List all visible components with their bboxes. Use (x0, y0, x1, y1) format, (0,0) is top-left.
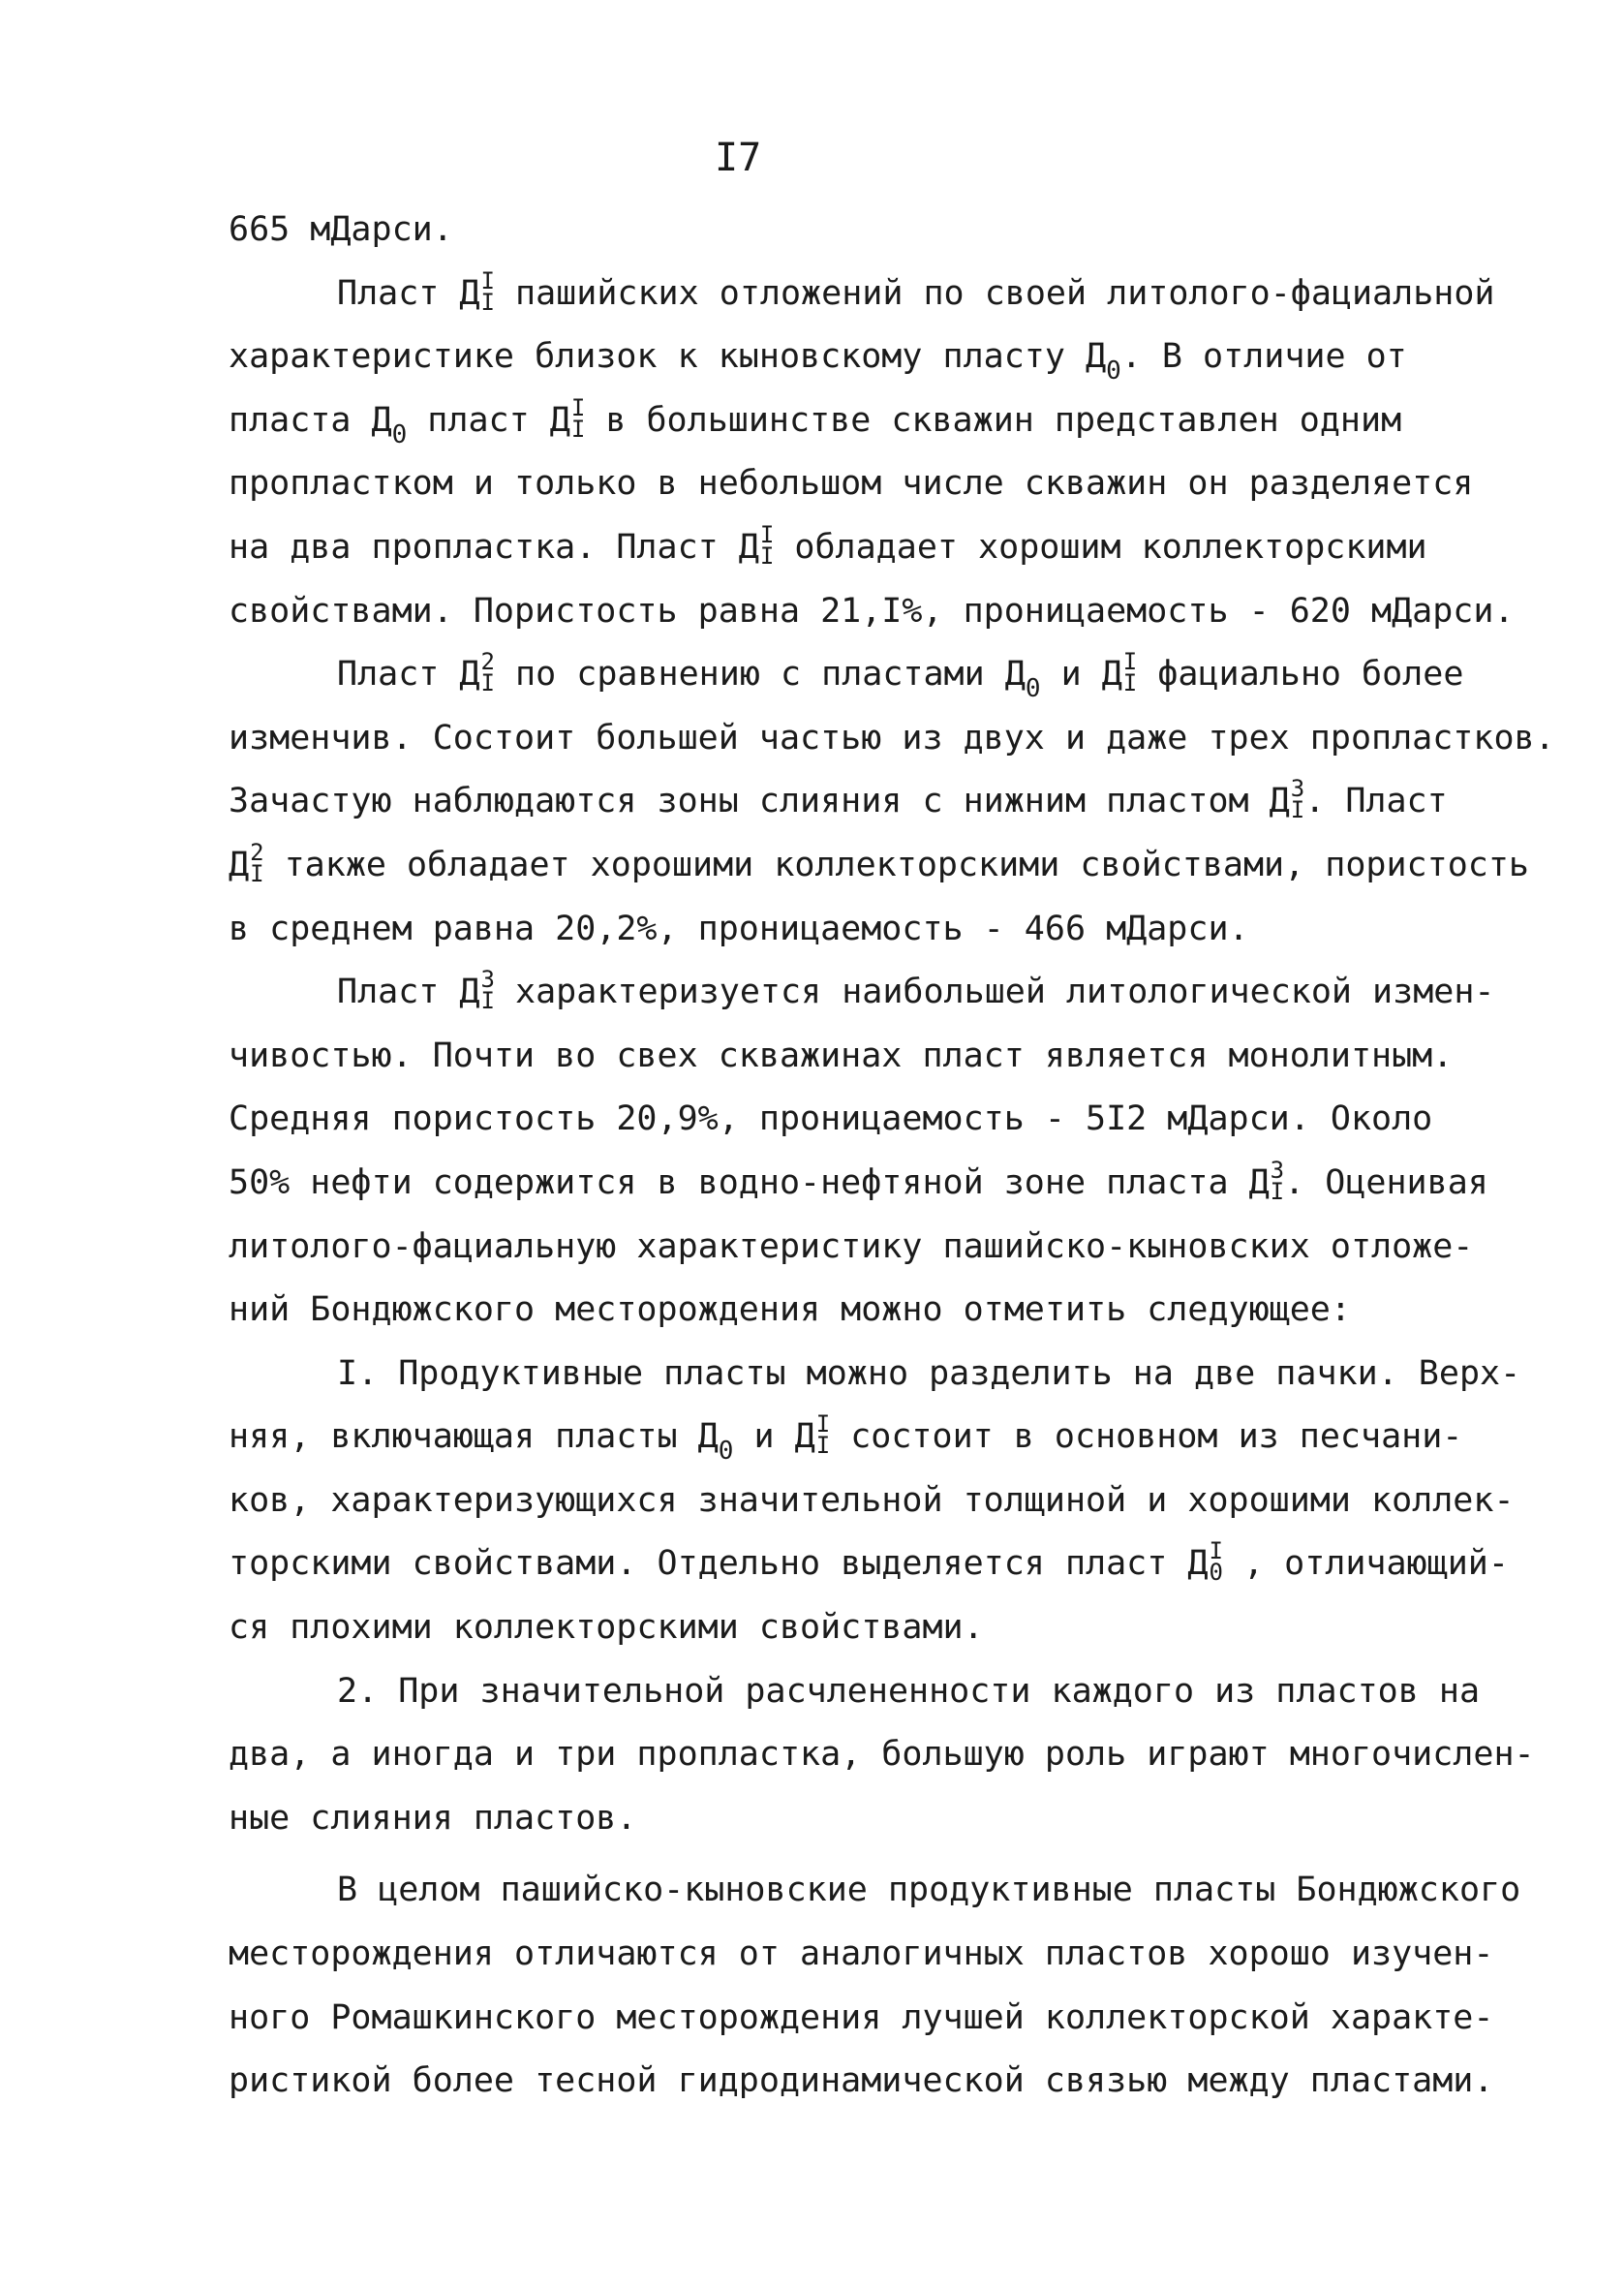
text-segment: ристикой более тесной гидродинамической связью между пластами. (229, 2061, 1494, 2101)
text-segment: няя, включающая пласты Д (229, 1417, 719, 1457)
page-number: I7 (715, 136, 762, 180)
text-line (229, 1923, 1494, 1987)
text-line (229, 1152, 1487, 1216)
layer-index-stack (480, 966, 495, 1015)
layer-index-stack (1270, 1156, 1285, 1205)
layer-index-stack (815, 1410, 831, 1460)
text-line (229, 1088, 1487, 1152)
superscript-index: 3 (1290, 775, 1305, 803)
superscript-index: I (1122, 648, 1138, 676)
text-line (229, 898, 1487, 962)
subscript-index: I (250, 859, 264, 887)
superscript-index: 2 (250, 838, 264, 866)
text-segment: 50% нефти содержится в водно-нефтяной зоне пласта Д (229, 1162, 1270, 1202)
body-text (229, 199, 1555, 2114)
text-segment: пласт Д (407, 400, 570, 440)
text-segment: Зачастую наблюдаются зоны слияния с нижним пластом Д (229, 782, 1290, 821)
text-line (229, 1532, 1509, 1596)
text-segment: на два пропластка. Пласт Д (229, 527, 759, 567)
text-segment: в среднем равна 20,2%, проницаемость - 466 мДарси. (229, 909, 1249, 948)
text-line (229, 580, 1515, 644)
layer-index-stack (480, 648, 495, 697)
layer-index-stack (1209, 1537, 1223, 1587)
subscript-index: I (480, 669, 495, 697)
text-segment: ний Бондюжского месторождения можно отметить следующее: (229, 1290, 1351, 1330)
subscript-index: 0 (1209, 1559, 1223, 1587)
text-line (229, 1723, 1535, 1787)
layer-index-stack (250, 838, 264, 887)
text-line (229, 263, 1495, 326)
layer-index-stack (570, 393, 586, 443)
text-segment: Пласт Д (337, 273, 480, 313)
text-segment: ся плохими коллекторскими свойствами. (229, 1608, 984, 1648)
text-line (229, 1216, 1487, 1280)
text-line (229, 1279, 1487, 1343)
text-segment: и Д (1040, 655, 1122, 695)
text-segment: пласта Д (229, 400, 392, 440)
text-line (229, 452, 1487, 516)
text-segment: . Оценивая (1284, 1162, 1488, 1202)
layer-index-stack (480, 266, 495, 316)
text-segment: . Пласт (1304, 782, 1448, 821)
text-line (229, 770, 1487, 834)
subscript-index: 0 (1106, 356, 1121, 387)
text-segment: и Д (733, 1417, 815, 1457)
text-line (229, 707, 1555, 771)
text-segment: фациально более (1137, 655, 1464, 695)
text-segment: характеризуется наибольшей литологической измен- (494, 973, 1495, 1012)
text-segment: 665 мДарси. (229, 210, 453, 249)
superscript-index: I (1209, 1537, 1223, 1565)
text-segment: чивостью. Почти во свех скважинах пласт является монолитным. (229, 1036, 1454, 1075)
text-line (229, 1660, 1487, 1724)
text-segment: состоит в основном из песчани- (830, 1417, 1463, 1457)
subscript-index: I (1270, 1177, 1285, 1205)
text-line (229, 1987, 1494, 2051)
text-segment: литолого-фациальную характеристику пашийско-кыновских отложе- (229, 1226, 1474, 1266)
text-line (229, 1859, 1521, 1923)
text-segment: пропластком и только в небольшом числе скважин он разделяется (229, 464, 1474, 504)
text-segment: свойствами. Пористость равна 21,I%, проницаемость - 620 мДарси. (229, 591, 1515, 631)
text-segment: ные слияния пластов. (229, 1798, 637, 1838)
subscript-index: I (1122, 669, 1138, 697)
text-segment: также обладает хорошими коллекторскими свойствами, пористость (263, 845, 1529, 884)
text-line (229, 199, 1487, 263)
subscript-index: I (1290, 796, 1305, 824)
layer-index-stack (759, 520, 775, 570)
subscript-index: I (815, 1432, 831, 1460)
text-line (229, 325, 1487, 389)
subscript-index: 0 (391, 419, 408, 449)
text-segment: ков, характеризующихся значительной толщиной и хорошими коллек- (229, 1480, 1515, 1520)
text-segment: Пласт Д (337, 655, 480, 695)
text-line (229, 1025, 1487, 1089)
text-line (229, 2050, 1494, 2114)
text-segment: Средняя пористость 20,9%, проницаемость - 5I2 мДарси. Около (229, 1099, 1433, 1139)
text-line (229, 834, 1529, 898)
text-segment: . В отличие от (1120, 337, 1407, 377)
text-line (229, 1343, 1521, 1407)
text-segment: месторождения отличаются от аналогичных пластов хорошо изучен- (229, 1934, 1494, 1974)
layer-index-stack (1122, 648, 1138, 697)
text-segment: В целом пашийско-кыновские продуктивные пласты Бондюжского (337, 1871, 1521, 1910)
text-segment: два, а иногда и три пропластка, большую роль играют многочислен- (229, 1735, 1535, 1775)
text-segment: пашийских отложений по своей литолого-фациальной (494, 273, 1495, 313)
subscript-index: I (480, 288, 495, 316)
subscript-index: I (759, 541, 775, 570)
superscript-index: 3 (1270, 1156, 1285, 1184)
text-segment: I. Продуктивные пласты можно разделить на две пачки. Верх- (337, 1353, 1521, 1393)
text-segment: ного Ромашкинского месторождения лучшей коллекторской характе- (229, 1997, 1494, 2037)
superscript-index: I (480, 266, 495, 294)
text-segment: 2. При значительной расчлененности каждого из пластов на (337, 1671, 1481, 1711)
subscript-index: I (480, 987, 495, 1015)
subscript-index: 0 (718, 1437, 734, 1467)
text-line (229, 1469, 1515, 1533)
text-line (229, 1787, 1487, 1851)
superscript-index: I (570, 393, 586, 421)
subscript-index: I (570, 415, 586, 443)
layer-index-stack (1290, 775, 1305, 824)
text-segment: характеристике близок к кыновскому пласту Д (229, 337, 1107, 377)
text-segment: Д (229, 845, 250, 884)
text-line (229, 516, 1487, 580)
text-segment: торскими свойствами. Отдельно выделяется пласт Д (229, 1544, 1209, 1584)
text-line (229, 1406, 1487, 1469)
superscript-index: I (815, 1410, 831, 1438)
text-line (229, 1596, 1487, 1660)
text-line (229, 643, 1487, 707)
text-segment: обладает хорошим коллекторскими (774, 527, 1427, 567)
text-segment: изменчив. Состоит большей частью из двух и даже трех пропластков. (229, 718, 1555, 758)
superscript-index: 2 (480, 648, 495, 676)
subscript-index: 0 (1025, 674, 1041, 704)
text-line (229, 961, 1495, 1025)
text-segment: Пласт Д (337, 973, 480, 1012)
text-segment: , отличающий- (1222, 1544, 1509, 1584)
text-segment: в большинстве скважин представлен одним (585, 400, 1402, 440)
text-segment: по сравнению с пластами Д (494, 655, 1026, 695)
superscript-index: I (759, 520, 775, 548)
superscript-index: 3 (480, 966, 495, 994)
text-line (229, 389, 1487, 453)
